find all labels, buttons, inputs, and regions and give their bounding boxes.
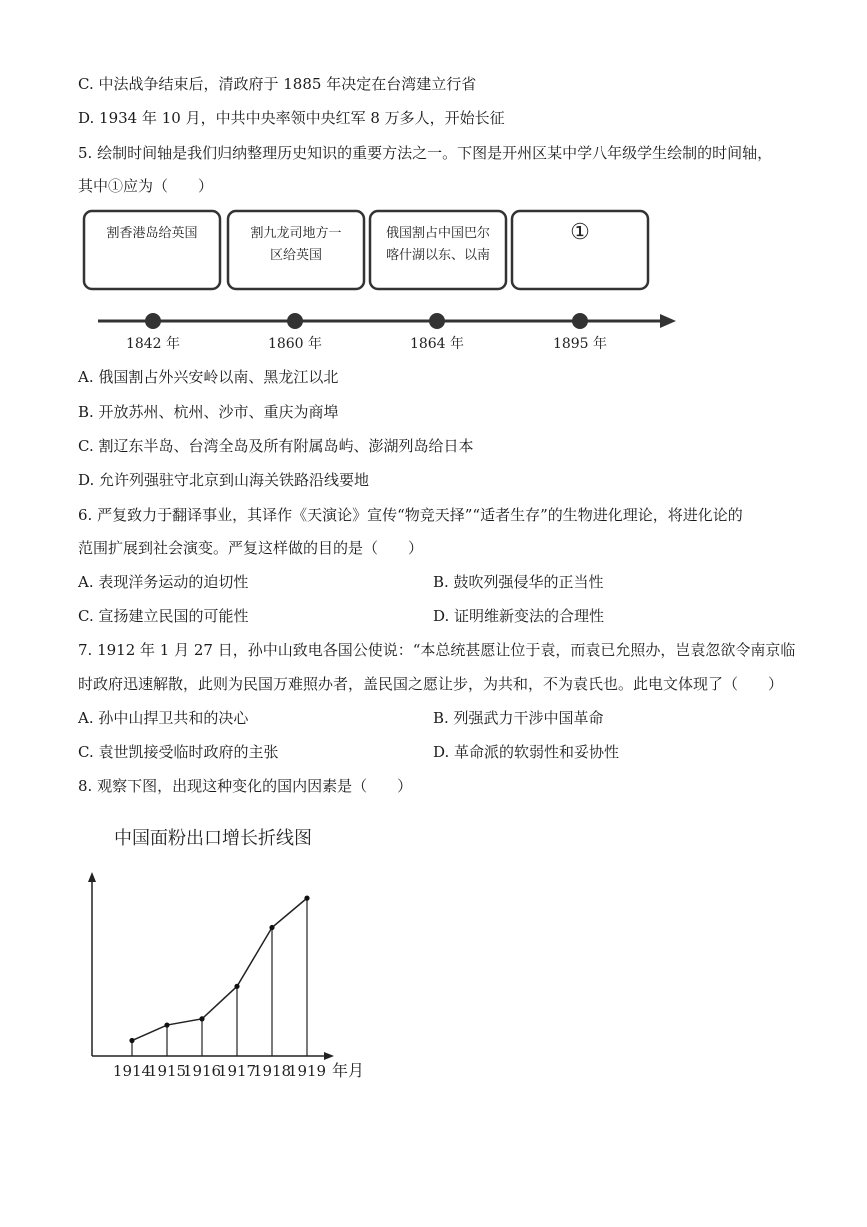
- chart-point-1914: [129, 1038, 134, 1043]
- chart-point-1917: [234, 984, 239, 989]
- timeline-figure: [78, 205, 688, 357]
- timeline-box-2-text-2: 区给英国: [269, 248, 323, 263]
- q8-stem: 8. 观察下图，出现这种变化的国内因素是（ ）: [78, 777, 413, 795]
- timeline-year-2: 1860 年: [267, 336, 323, 352]
- chart-series-line: [132, 898, 307, 1040]
- q6-stem-line2: 范围扩展到社会演变。严复这样做的目的是（ ）: [78, 539, 424, 557]
- timeline-box-3-text-1: 俄国割占中国巴尔: [385, 226, 491, 241]
- timeline-box-1: [84, 211, 220, 289]
- q7-option-c: C. 袁世凯接受临时政府的主张: [78, 743, 279, 761]
- q6-option-b: B. 鼓吹列强侵华的正当性: [433, 573, 604, 591]
- chart-x-tick-1917: 1917: [217, 1062, 257, 1080]
- q5-stem-line2: 其中①应为（ ）: [78, 177, 214, 195]
- q6-stem-line1: 6. 严复致力于翻译事业，其译作《天演论》宣传“物竞天择”“适者生存”的生物进化理论，将进化论的: [78, 506, 743, 524]
- q6-option-c: C. 宣扬建立民国的可能性: [78, 607, 249, 625]
- chart-x-label: 年月: [332, 1061, 365, 1080]
- chart-x-arrow: [324, 1052, 334, 1060]
- chart-x-tick-1918: 1918: [252, 1062, 292, 1080]
- q6-option-a: A. 表现洋务运动的迫切性: [78, 573, 249, 591]
- q5-option-d: D. 允许列强驻守北京到山海关铁路沿线要地: [78, 471, 370, 489]
- chart-x-tick-1916: 1916: [182, 1062, 222, 1080]
- q7-option-a: A. 孙中山捍卫共和的决心: [78, 709, 249, 727]
- timeline-year-3: 1864 年: [409, 336, 465, 352]
- chart-x-tick-1915: 1915: [147, 1062, 187, 1080]
- q5-option-a: A. 俄国割占外兴安岭以南、黑龙江以北: [78, 368, 339, 386]
- flour-export-chart: [78, 820, 378, 1085]
- timeline-box-4-text-1: ①: [570, 220, 590, 245]
- chart-title: 中国面粉出口增长折线图: [114, 828, 312, 849]
- timeline-box-2-text-1: 割九龙司地方一: [250, 226, 342, 241]
- timeline-dot-4: [572, 313, 588, 329]
- q5-option-c: C. 割辽东半岛、台湾全岛及所有附属岛屿、澎湖列岛给日本: [78, 437, 474, 455]
- chart-x-tick-1919: 1919: [287, 1062, 327, 1080]
- q7-stem-line2: 时政府迅速解散，此则为民国万难照办者，盖民国之愿让步，为共和，不为袁氏也。此电文体现了（ ）: [78, 675, 784, 693]
- timeline-dot-2: [287, 313, 303, 329]
- chart-point-1918: [269, 925, 274, 930]
- q5-stem-line1: 5. 绘制时间轴是我们归纳整理历史知识的重要方法之一。下图是开州区某中学八年级学生绘制的时间轴，: [78, 144, 773, 162]
- timeline-box-1-text-1: 割香港岛给英国: [106, 226, 198, 241]
- timeline-arrow-head: [660, 314, 676, 328]
- timeline-box-3-text-2: 喀什湖以东、以南: [385, 248, 491, 263]
- q7-stem-line1: 7. 1912 年 1 月 27 日，孙中山致电各国公使说：“本总统甚愿让位于袁，而袁已允照办，岂袁忽欲令南京临: [78, 641, 796, 659]
- chart-point-1916: [199, 1016, 204, 1021]
- chart-point-1915: [164, 1022, 169, 1027]
- q7-option-b: B. 列强武力干涉中国革命: [433, 709, 604, 727]
- timeline-dot-3: [429, 313, 445, 329]
- chart-point-1919: [304, 896, 309, 901]
- timeline-dot-1: [145, 313, 161, 329]
- q5-option-b: B. 开放苏州、杭州、沙市、重庆为商埠: [78, 403, 339, 421]
- timeline-year-4: 1895 年: [552, 336, 608, 352]
- q6-option-d: D. 证明维新变法的合理性: [433, 607, 605, 625]
- q7-option-d: D. 革命派的软弱性和妥协性: [433, 743, 620, 761]
- timeline-year-1: 1842 年: [125, 336, 181, 352]
- chart-y-arrow: [88, 872, 96, 882]
- q4-option-d: D. 1934 年 10 月，中共中央率领中央红军 8 万多人，开始长征: [78, 109, 505, 127]
- chart-x-tick-1914: 1914: [112, 1062, 152, 1080]
- q4-option-c: C. 中法战争结束后，清政府于 1885 年决定在台湾建立行省: [78, 75, 477, 93]
